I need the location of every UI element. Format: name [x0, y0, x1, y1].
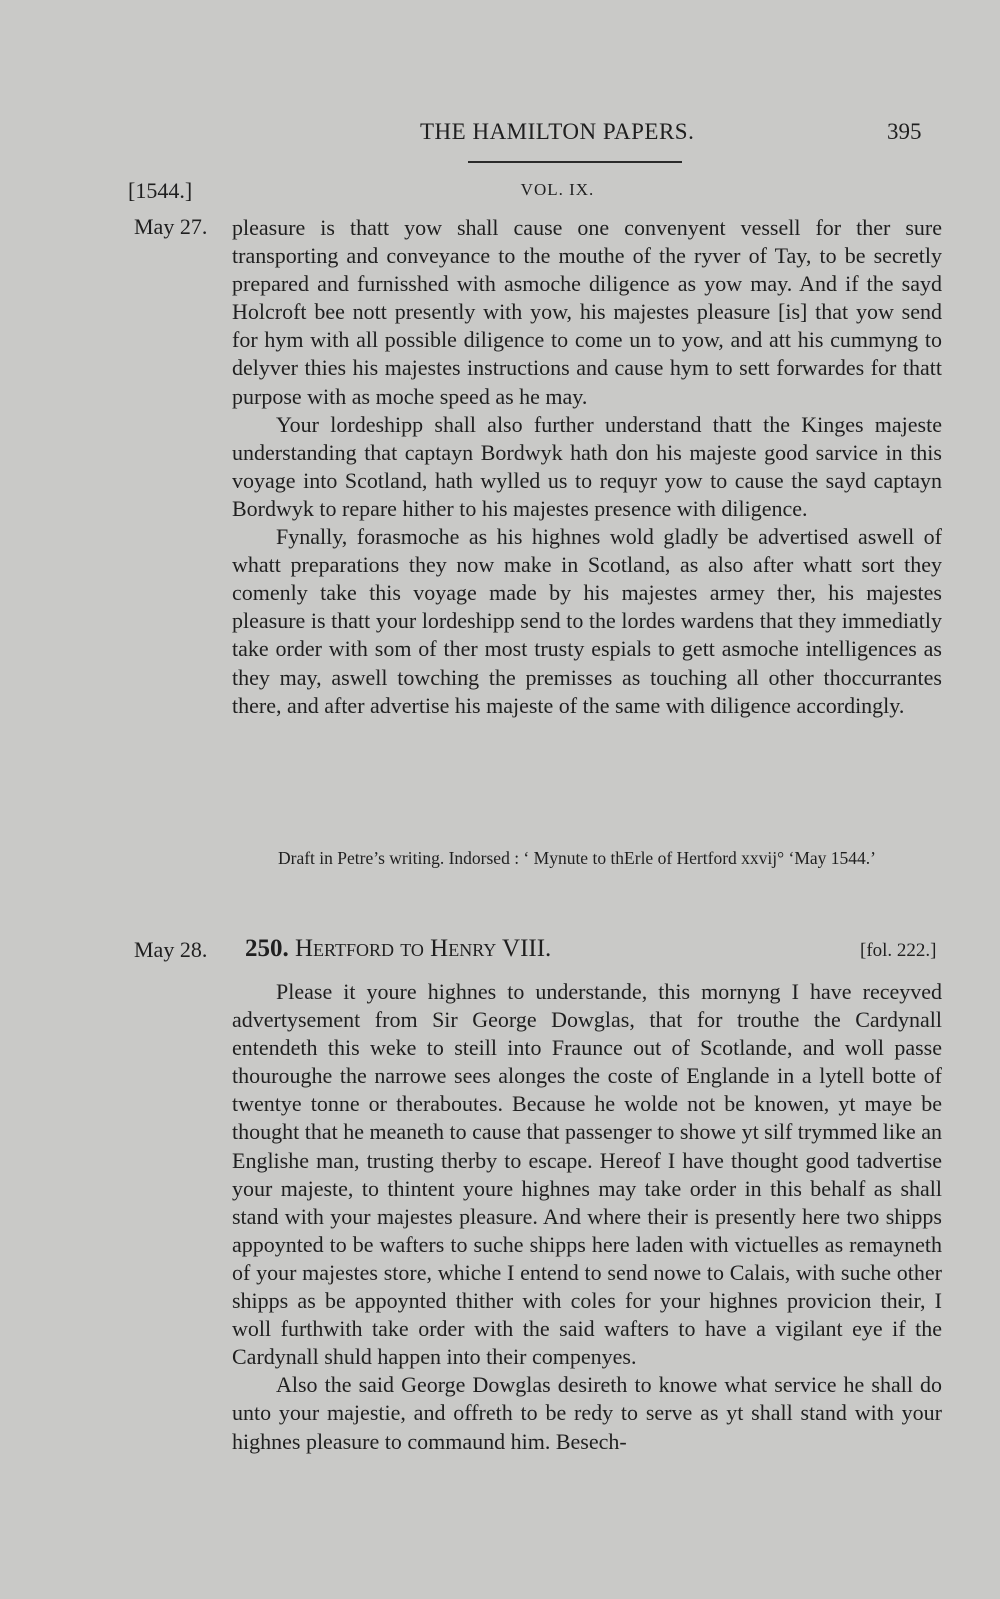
volume-label: VOL. IX.	[520, 180, 595, 199]
letter-title: Hertford to Henry VIII.	[295, 935, 552, 962]
letter-heading	[245, 935, 551, 963]
paragraph: Please it youre highnes to understande, this mornyng I have receyved advertysement from Sir George Dowglas, that for trouthe the Cardynall entendeth this weke to steill into Fraunce out of Scotlande, and woll passe thouroughe the narrowe sees alonges the coste of Englande in a lytell botte of twentye tonne or theraboutes. Because he wolde not be knowen, yt maye be thought that he meaneth to cause that passenger to showe yt silf trymmed like an Englishe man, trusting therby to escape. Hereof I have thought good tadvertise your majeste, to thintent youre highnes may take order in this behalf as shall stand with your majestes pleasure. And where their is presently here two shipps appoynted to be wafters to suche shipps here laden with victuelles as remayneth of your majestes store, whiche I entend to send nowe to Calais, with suche other shipps as be appoynted thither with coles for your highnes provicion their, I woll furthwith take order with the said wafters to have a vigilant eye if the Cardynall shuld happen into their compenyes.	[232, 979, 942, 1370]
note-text: Draft in Petre’s writing. Indorsed : ‘ Mynute to thErle of Hertford xxvij° ‘May 1544.’	[278, 848, 876, 868]
letter-250-body	[232, 978, 942, 1456]
paragraph: Your lordeshipp shall also further understand thatt the Kinges majeste understanding that captayn Bordwyk hath don his majeste good sarvice in this voyage into Scotland, hath wylled us to requyr yow to cause the sayd captayn Bordwyk to repare hither to his majestes presence with diligence.	[232, 411, 942, 521]
letter-249-body	[232, 214, 942, 720]
header-rule	[468, 161, 682, 163]
paragraph: pleasure is thatt yow shall cause one convenyent vessell for ther sure transporting and conveyance to the mouthe of the ryver of Tay, to be secretly prepared and furnisshed with asmoche diligence as yow may. And if the sayd Holcroft bee nott presently with yow, his majestes pleasure [is] that yow send for hym with all possible diligence to come un to yow, and att his cummyng to delyver thies his majestes instructions and cause hym to sett forwardes for thatt purpose with as moche speed as he may.	[232, 215, 942, 409]
volume-label-row	[0, 180, 1000, 200]
running-head	[0, 119, 1000, 153]
running-title: THE HAMILTON PAPERS.	[420, 119, 695, 144]
letter-number: 250.	[245, 935, 289, 962]
paragraph: Also the said George Dowglas desireth to knowe what service he shall do unto your majestie, and offreth to be redy to serve as yt shall stand with your highnes pleasure to commaund him. Besech-	[232, 1372, 942, 1454]
margin-date-may-27: May 27.	[134, 214, 208, 239]
paragraph: Fynally, forasmoche as his highnes wold gladly be advertised aswell of whatt preparations they now make in Scotland, as also after whatt sort they comenly take this voyage made by his majestes armey ther, his majestes pleasure is thatt your lordeshipp send to the lordes wardens that they immediatly take order with som of ther most trusty espials to gett asmoche intelligences as they may, aswell towching the premisses as touching all other thoccurrantes there, and after advertise his majeste of the same with diligence accordingly.	[232, 524, 942, 718]
margin-date-may-28: May 28.	[134, 937, 208, 962]
editorial-note	[278, 845, 942, 872]
year-bracket: [1544.]	[128, 178, 193, 203]
folio-reference: [fol. 222.]	[860, 940, 937, 961]
page-number: 395	[887, 119, 922, 144]
